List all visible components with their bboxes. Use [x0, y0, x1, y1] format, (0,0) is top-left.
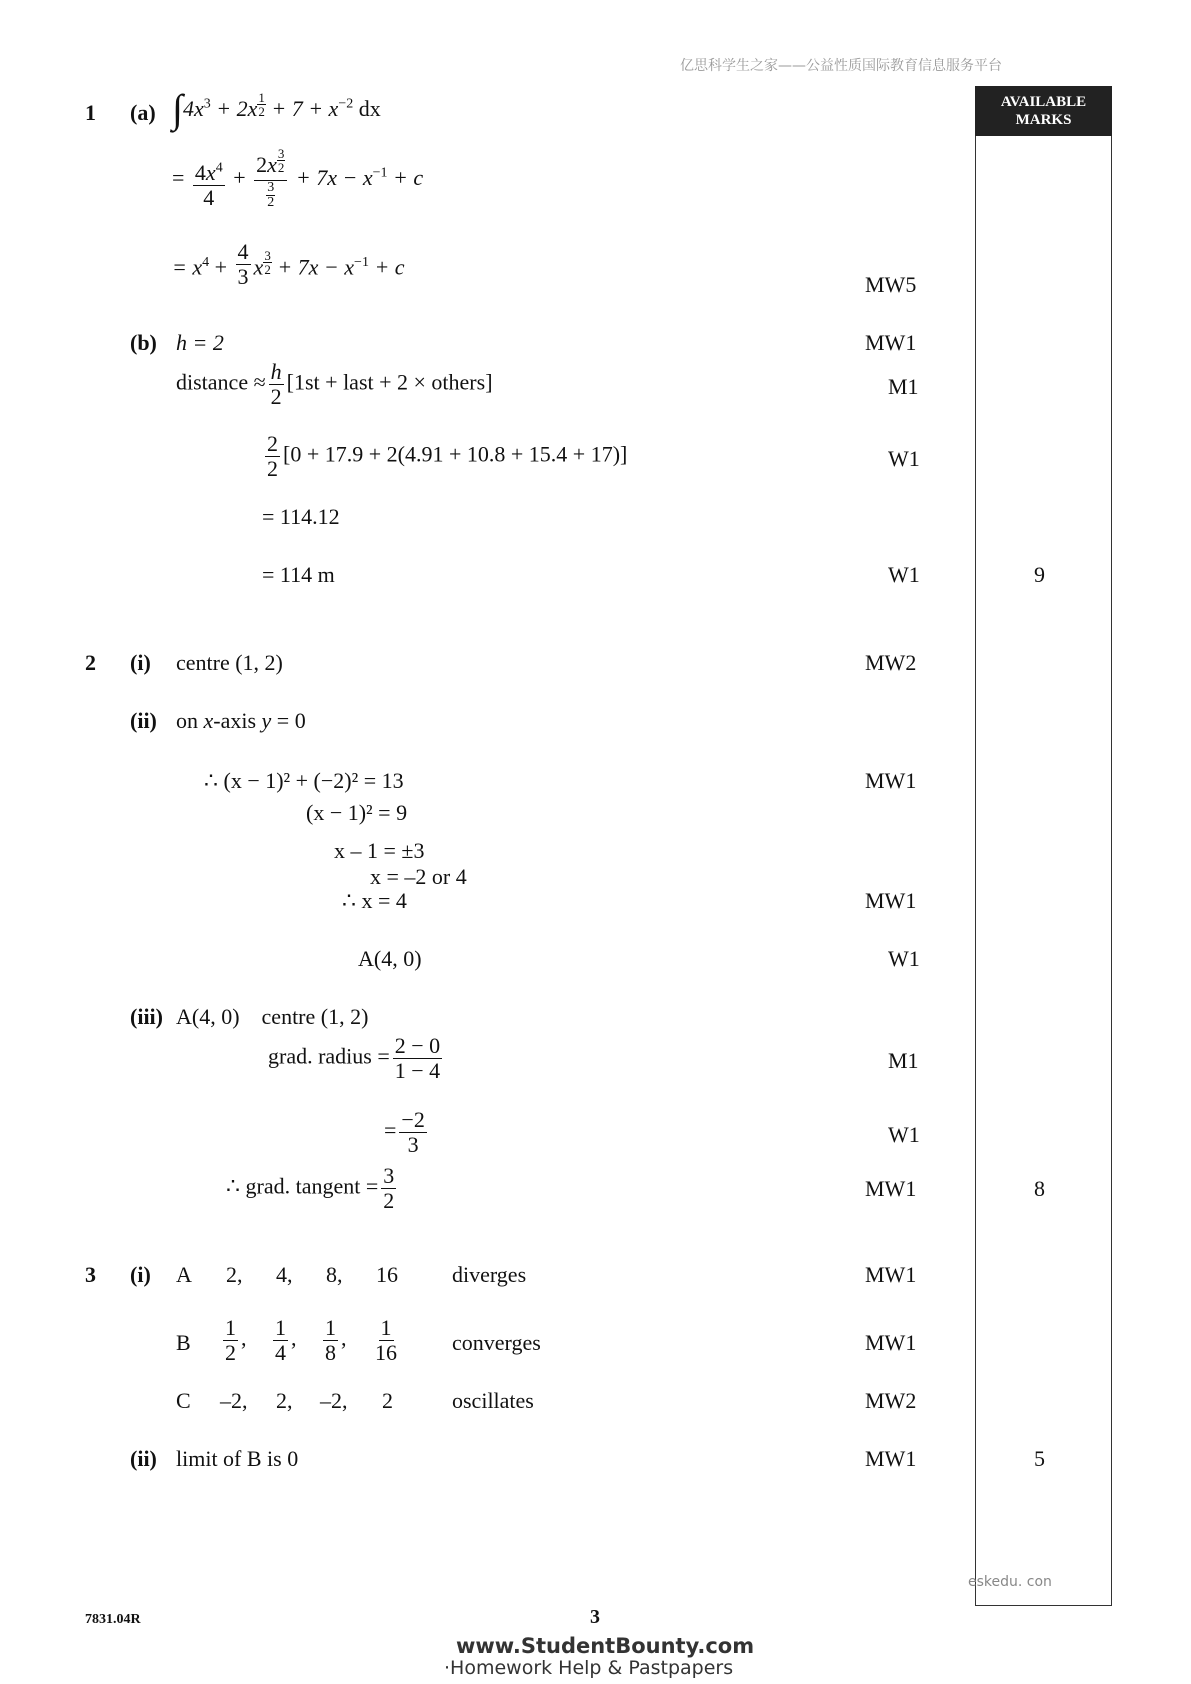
q1-mark-a: MW5: [865, 272, 917, 297]
available-marks-header: [975, 86, 1112, 136]
q1-distance-formula: distance ≈ $\frac{h}{2}$ [1st + last + 2 × others]: [176, 359, 493, 409]
paper-code: 7831.04R: [85, 1612, 141, 1627]
q3-row-c-term: –2,: [320, 1388, 348, 1413]
q2-mark-point-a: W1: [888, 946, 920, 971]
q3-row-b-mark: MW1: [865, 1330, 917, 1355]
q2-part-ii-label: (ii): [130, 708, 157, 733]
q3-row-a-letter: A: [176, 1262, 192, 1287]
q3-row-c-term: 2: [382, 1388, 393, 1413]
marks-header-line2: MARKS: [1015, 112, 1072, 128]
watermark-header: 亿思科学生之家——公益性质国际教育信息服务平台: [680, 58, 1002, 74]
q3-part-ii-label: (ii): [130, 1446, 157, 1471]
q3-row-c-term: 2,: [276, 1388, 293, 1413]
q2-mark-eq1: MW1: [865, 768, 917, 793]
q1-h-value: h = 2: [176, 330, 224, 355]
q1-part-b-label: (b): [130, 330, 157, 355]
q3-limit: limit of B is 0: [176, 1446, 299, 1471]
question-3-number: 3: [85, 1262, 96, 1287]
question-2-number: 2: [85, 650, 96, 675]
q3-row-a-term: 4,: [276, 1262, 293, 1287]
q3-row-b-letter: B: [176, 1330, 191, 1355]
q3-row-a-term: 8,: [326, 1262, 343, 1287]
side-watermark: eskedu. con: [968, 1574, 1052, 1590]
q2-mark-i: MW2: [865, 650, 917, 675]
q2-point-a: A(4, 0): [358, 946, 422, 971]
q1-mark-dist: M1: [888, 374, 919, 399]
q2-mark-eq: W1: [888, 1122, 920, 1147]
integral-sign-icon: ∫: [172, 86, 183, 131]
q1-part-a-label: (a): [130, 100, 156, 125]
q2-eq2: (x − 1)² = 9: [306, 800, 408, 825]
q1-step2: = $x^4$ + $\frac{4}{3}$ x $\frac{3}{2}$ + $7x - x^{-1} + c$: [172, 239, 405, 289]
q1-integral: $\int 4x^3 + 2x$ $\frac{1}{2}$ + $7 + x^{-2}$ dx: [172, 86, 381, 131]
q3-row-c-word: oscillates: [452, 1388, 534, 1413]
q2-total-marks: 8: [1034, 1176, 1045, 1201]
page-number: 3: [590, 1606, 600, 1628]
q1-mark-calc: W1: [888, 446, 920, 471]
q2-mark-grad: M1: [888, 1048, 919, 1073]
q2-grad-radius: grad. radius = $\frac{2 - 0}{1 - 4}$: [268, 1033, 441, 1083]
q2-grad-value: = $\frac{-2}{3}$: [384, 1107, 425, 1157]
q2-part-i-label: (i): [130, 650, 151, 675]
q1-calc: $\frac{2}{2}$ [0 + 17.9 + 2(4.91 + 10.8 + 15.4 + 17)]: [267, 431, 628, 481]
q1-result2: = 114 m: [262, 562, 335, 587]
q3-row-a-mark: MW1: [865, 1262, 917, 1287]
q1-mark-result: W1: [888, 562, 920, 587]
question-1-number: 1: [85, 100, 96, 125]
q2-eq3: x – 1 = ±3: [334, 838, 425, 863]
q3-row-a-term: 2,: [226, 1262, 243, 1287]
marks-header-line1: AVAILABLE: [1000, 94, 1087, 110]
q2-eq4: x = –2 or 4: [370, 864, 467, 889]
q3-row-c-letter: C: [176, 1388, 191, 1413]
q2-ii-text: on x-axis y = 0: [176, 708, 306, 733]
studentbounty-logo: www.StudentBounty.com: [456, 1634, 755, 1658]
q2-grad-tangent: ∴ grad. tangent = $\frac{3}{2}$: [226, 1163, 395, 1213]
q2-iii-text: A(4, 0) centre (1, 2): [176, 1004, 369, 1029]
q3-total-marks: 5: [1034, 1446, 1045, 1471]
q2-eq1: ∴ (x − 1)² + (−2)² = 13: [204, 768, 404, 793]
q1-total-marks: 9: [1034, 562, 1045, 587]
q3-row-b-word: converges: [452, 1330, 541, 1355]
q2-part-iii-label: (iii): [130, 1004, 163, 1029]
q3-row-b-term: $\frac{1}{2}$ ,: [225, 1315, 247, 1365]
q1-step1: = $\frac{4x^4}{4}$ + 2x $\frac{3}{2}$ $\frac{3}{2}$ + $7x - x^{-1} + c$: [172, 145, 424, 210]
q2-centre: centre (1, 2): [176, 650, 283, 675]
q2-mark-eq5: MW1: [865, 888, 917, 913]
q3-mark-ii: MW1: [865, 1446, 917, 1471]
q3-row-c-mark: MW2: [865, 1388, 917, 1413]
q3-row-a-term: 16: [376, 1262, 398, 1287]
q1-result1: = 114.12: [262, 504, 340, 529]
q3-row-a-word: diverges: [452, 1262, 527, 1287]
q2-mark-tangent: MW1: [865, 1176, 917, 1201]
q3-row-b-term: $\frac{1}{16}$: [375, 1315, 397, 1365]
q1-mark-h: MW1: [865, 330, 917, 355]
available-marks-column: [975, 86, 1112, 1606]
studentbounty-subtitle: ·Homework Help & Pastpapers: [444, 1657, 734, 1679]
q3-row-b-term: $\frac{1}{8}$ ,: [325, 1315, 347, 1365]
q3-row-c-term: –2,: [220, 1388, 248, 1413]
q2-eq5: ∴ x = 4: [342, 888, 407, 913]
q3-part-i-label: (i): [130, 1262, 151, 1287]
q3-row-b-term: $\frac{1}{4}$ ,: [275, 1315, 297, 1365]
